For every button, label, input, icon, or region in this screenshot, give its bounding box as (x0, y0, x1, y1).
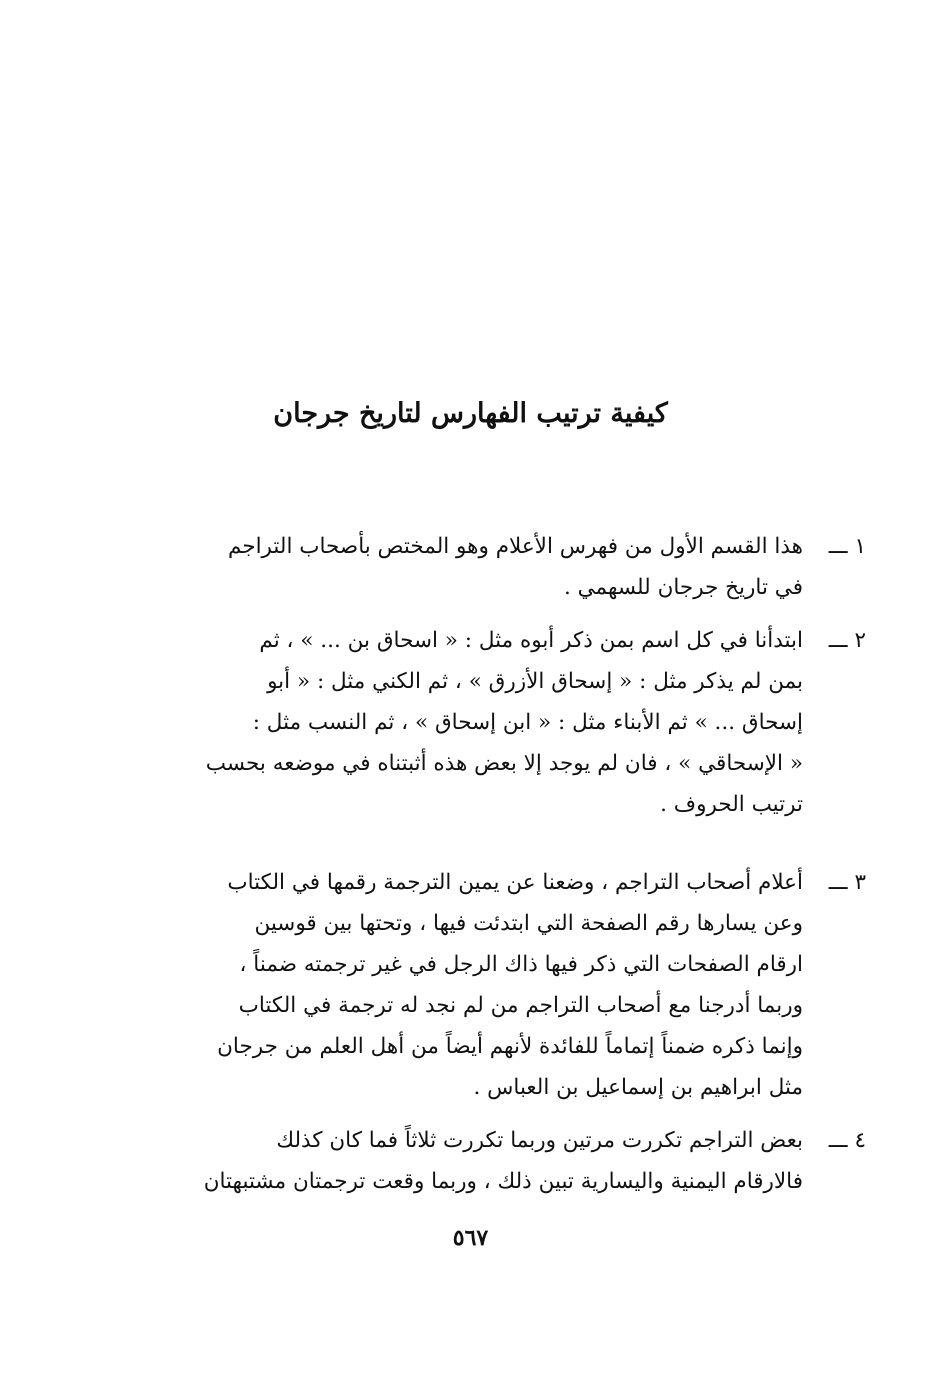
text-line: هذا القسم الأول من فهرس الأعلام وهو المختص بأصحاب التراجم (227, 534, 803, 559)
text-line: « الإسحاقي » ، فان لم يوجد إلا بعض هذه أثبتناه في موضعه بحسب (205, 751, 803, 776)
text-line: إسحاق ... » ثم الأبناء مثل : « ابن إسحاق » ، ثم النسب مثل : (252, 710, 803, 735)
text-line: وعن يسارها رقم الصفحة التي ابتدئت فيها ، وتحتها بين قوسين (254, 911, 803, 936)
paragraph-4 (167, 1120, 866, 1202)
paragraph-3 (167, 862, 866, 1108)
text-line: فالارقام اليمنية واليسارية تبين ذلك ، وربما وقعت ترجمتان مشتبهتان (203, 1169, 803, 1194)
text-line: وربما أدرجنا مع أصحاب التراجم من لم نجد له ترجمة في الكتاب (238, 993, 803, 1018)
page-number: ٥٦٧ (452, 1225, 489, 1251)
paragraph-number: ١ ـــ (828, 534, 866, 559)
page-title: كيفية ترتيب الفهارس لتاريخ جرجان (273, 398, 668, 429)
text-line: وإنما ذكره ضمناً إتماماً للفائدة لأنهم أيضاً من أهل العلم من جرجان (217, 1034, 803, 1059)
text-line: في تاريخ جرجان للسهمي . (563, 575, 803, 600)
paragraph-2 (167, 620, 866, 825)
text-line: مثل ابراهيم بن إسماعيل بن العباس . (473, 1075, 803, 1100)
text-line: بمن لم يذكر مثل : « إسحاق الأزرق » ، ثم الكني مثل : « أبو (267, 669, 803, 694)
text-line: بعض التراجم تكررت مرتين وربما تكررت ثلاثاً فما كان كذلك (276, 1128, 803, 1153)
text-line: ارقام الصفحات التي ذكر فيها ذاك الرجل في غير ترجمته ضمناً ، (239, 952, 803, 977)
paragraph-number: ٤ ـــ (828, 1128, 866, 1153)
paragraph-number: ٢ ـــ (828, 628, 866, 653)
paragraph-number: ٣ ـــ (828, 870, 866, 895)
paragraph-1 (167, 526, 866, 608)
text-line: أعلام أصحاب التراجم ، وضعنا عن يمين الترجمة رقمها في الكتاب (227, 870, 803, 895)
text-line: ابتدأنا في كل اسم بمن ذكر أبوه مثل : « اسحاق بن ... » ، ثم (259, 628, 803, 653)
text-line: ترتيب الحروف . (660, 792, 803, 817)
